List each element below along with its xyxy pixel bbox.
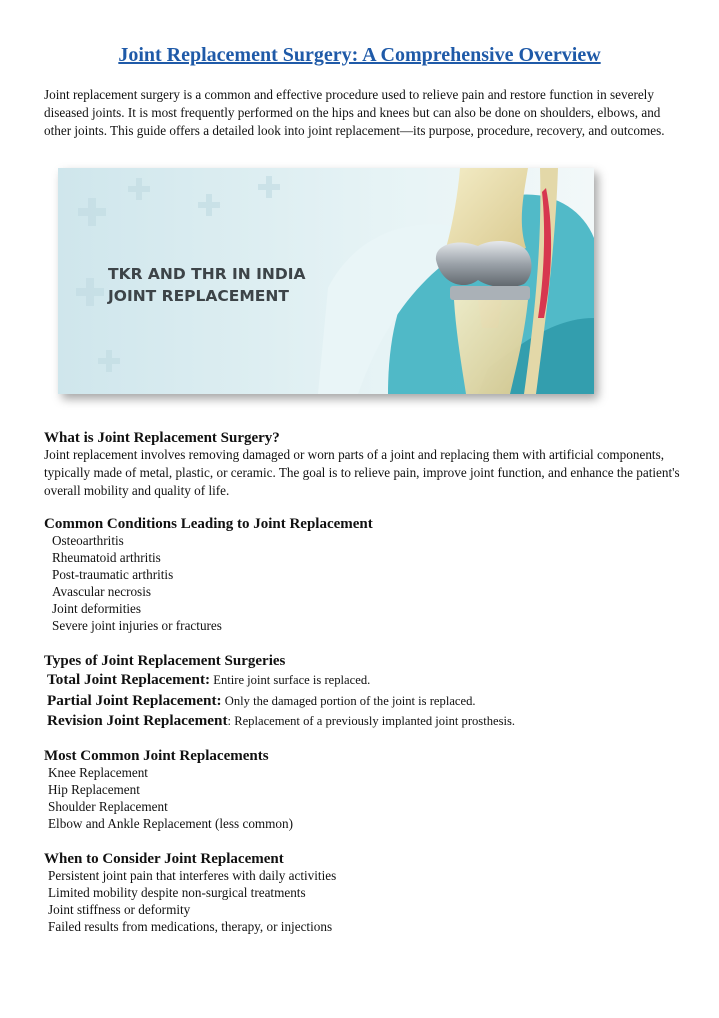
- common-heading: Most Common Joint Replacements: [44, 748, 269, 764]
- type-name: Total Joint Replacement:: [47, 671, 211, 688]
- type-description: Only the damaged portion of the joint is replaced.: [221, 693, 476, 708]
- list-item: Elbow and Ankle Replacement (less common): [48, 815, 294, 831]
- what-is-heading: What is Joint Replacement Surgery?: [44, 430, 280, 446]
- femoral-implant: [436, 241, 532, 287]
- intro-paragraph: Joint replacement surgery is a common and effective procedure used to relieve pain and restore function in severely diseased joints. It is most frequently performed on the hips and knees but can also be done on shoulders, elbows, and other joints. This guide offers a detailed look into joint replacement—its purpose, procedure, recovery, and outcomes.: [44, 87, 665, 139]
- type-name: Revision Joint Replacement: [47, 712, 228, 729]
- list-item: [47, 711, 515, 732]
- banner-line-1: TKR AND THR IN INDIA: [108, 265, 306, 283]
- common-list: [48, 765, 293, 833]
- when-list: [48, 868, 336, 936]
- type-description: Entire joint surface is replaced.: [210, 673, 371, 687]
- list-item: Shoulder Replacement: [48, 798, 168, 814]
- list-item: Limited mobility despite non-surgical treatments: [48, 884, 306, 900]
- list-item: [47, 670, 515, 691]
- tibial-tray: [450, 286, 530, 300]
- banner-line-2: JOINT REPLACEMENT: [108, 287, 289, 305]
- list-item: Hip Replacement: [48, 781, 140, 797]
- list-item: Post-traumatic arthritis: [52, 566, 174, 582]
- page-title: Joint Replacement Surgery: A Comprehensive Overview: [118, 44, 601, 66]
- list-item: Severe joint injuries or fractures: [52, 617, 222, 633]
- when-heading: When to Consider Joint Replacement: [44, 851, 284, 867]
- conditions-list: [52, 533, 222, 634]
- list-item: Joint stiffness or deformity: [48, 901, 191, 917]
- list-item: Osteoarthritis: [52, 533, 124, 548]
- list-item: Knee Replacement: [48, 765, 148, 780]
- banner-image: [58, 168, 594, 394]
- list-item: Joint deformities: [52, 600, 142, 616]
- list-item: Failed results from medications, therapy, or injections: [48, 918, 333, 934]
- list-item: [47, 691, 515, 712]
- types-heading: Types of Joint Replacement Surgeries: [44, 653, 286, 669]
- what-is-body: Joint replacement involves removing damaged or worn parts of a joint and replacing them with artificial components, typically made of metal, plastic, or ceramic. The goal is to relieve pain, improve joint function, and enhance the patient's overall mobility and quality of life.: [44, 447, 680, 499]
- type-description: : Replacement of a previously implanted joint prosthesis.: [227, 714, 516, 728]
- types-list: [47, 670, 515, 732]
- list-item: Persistent joint pain that interferes with daily activities: [48, 868, 337, 883]
- conditions-heading: Common Conditions Leading to Joint Replacement: [44, 516, 373, 532]
- type-name: Partial Joint Replacement:: [47, 691, 222, 709]
- list-item: Avascular necrosis: [52, 583, 151, 599]
- list-item: Rheumatoid arthritis: [52, 549, 161, 565]
